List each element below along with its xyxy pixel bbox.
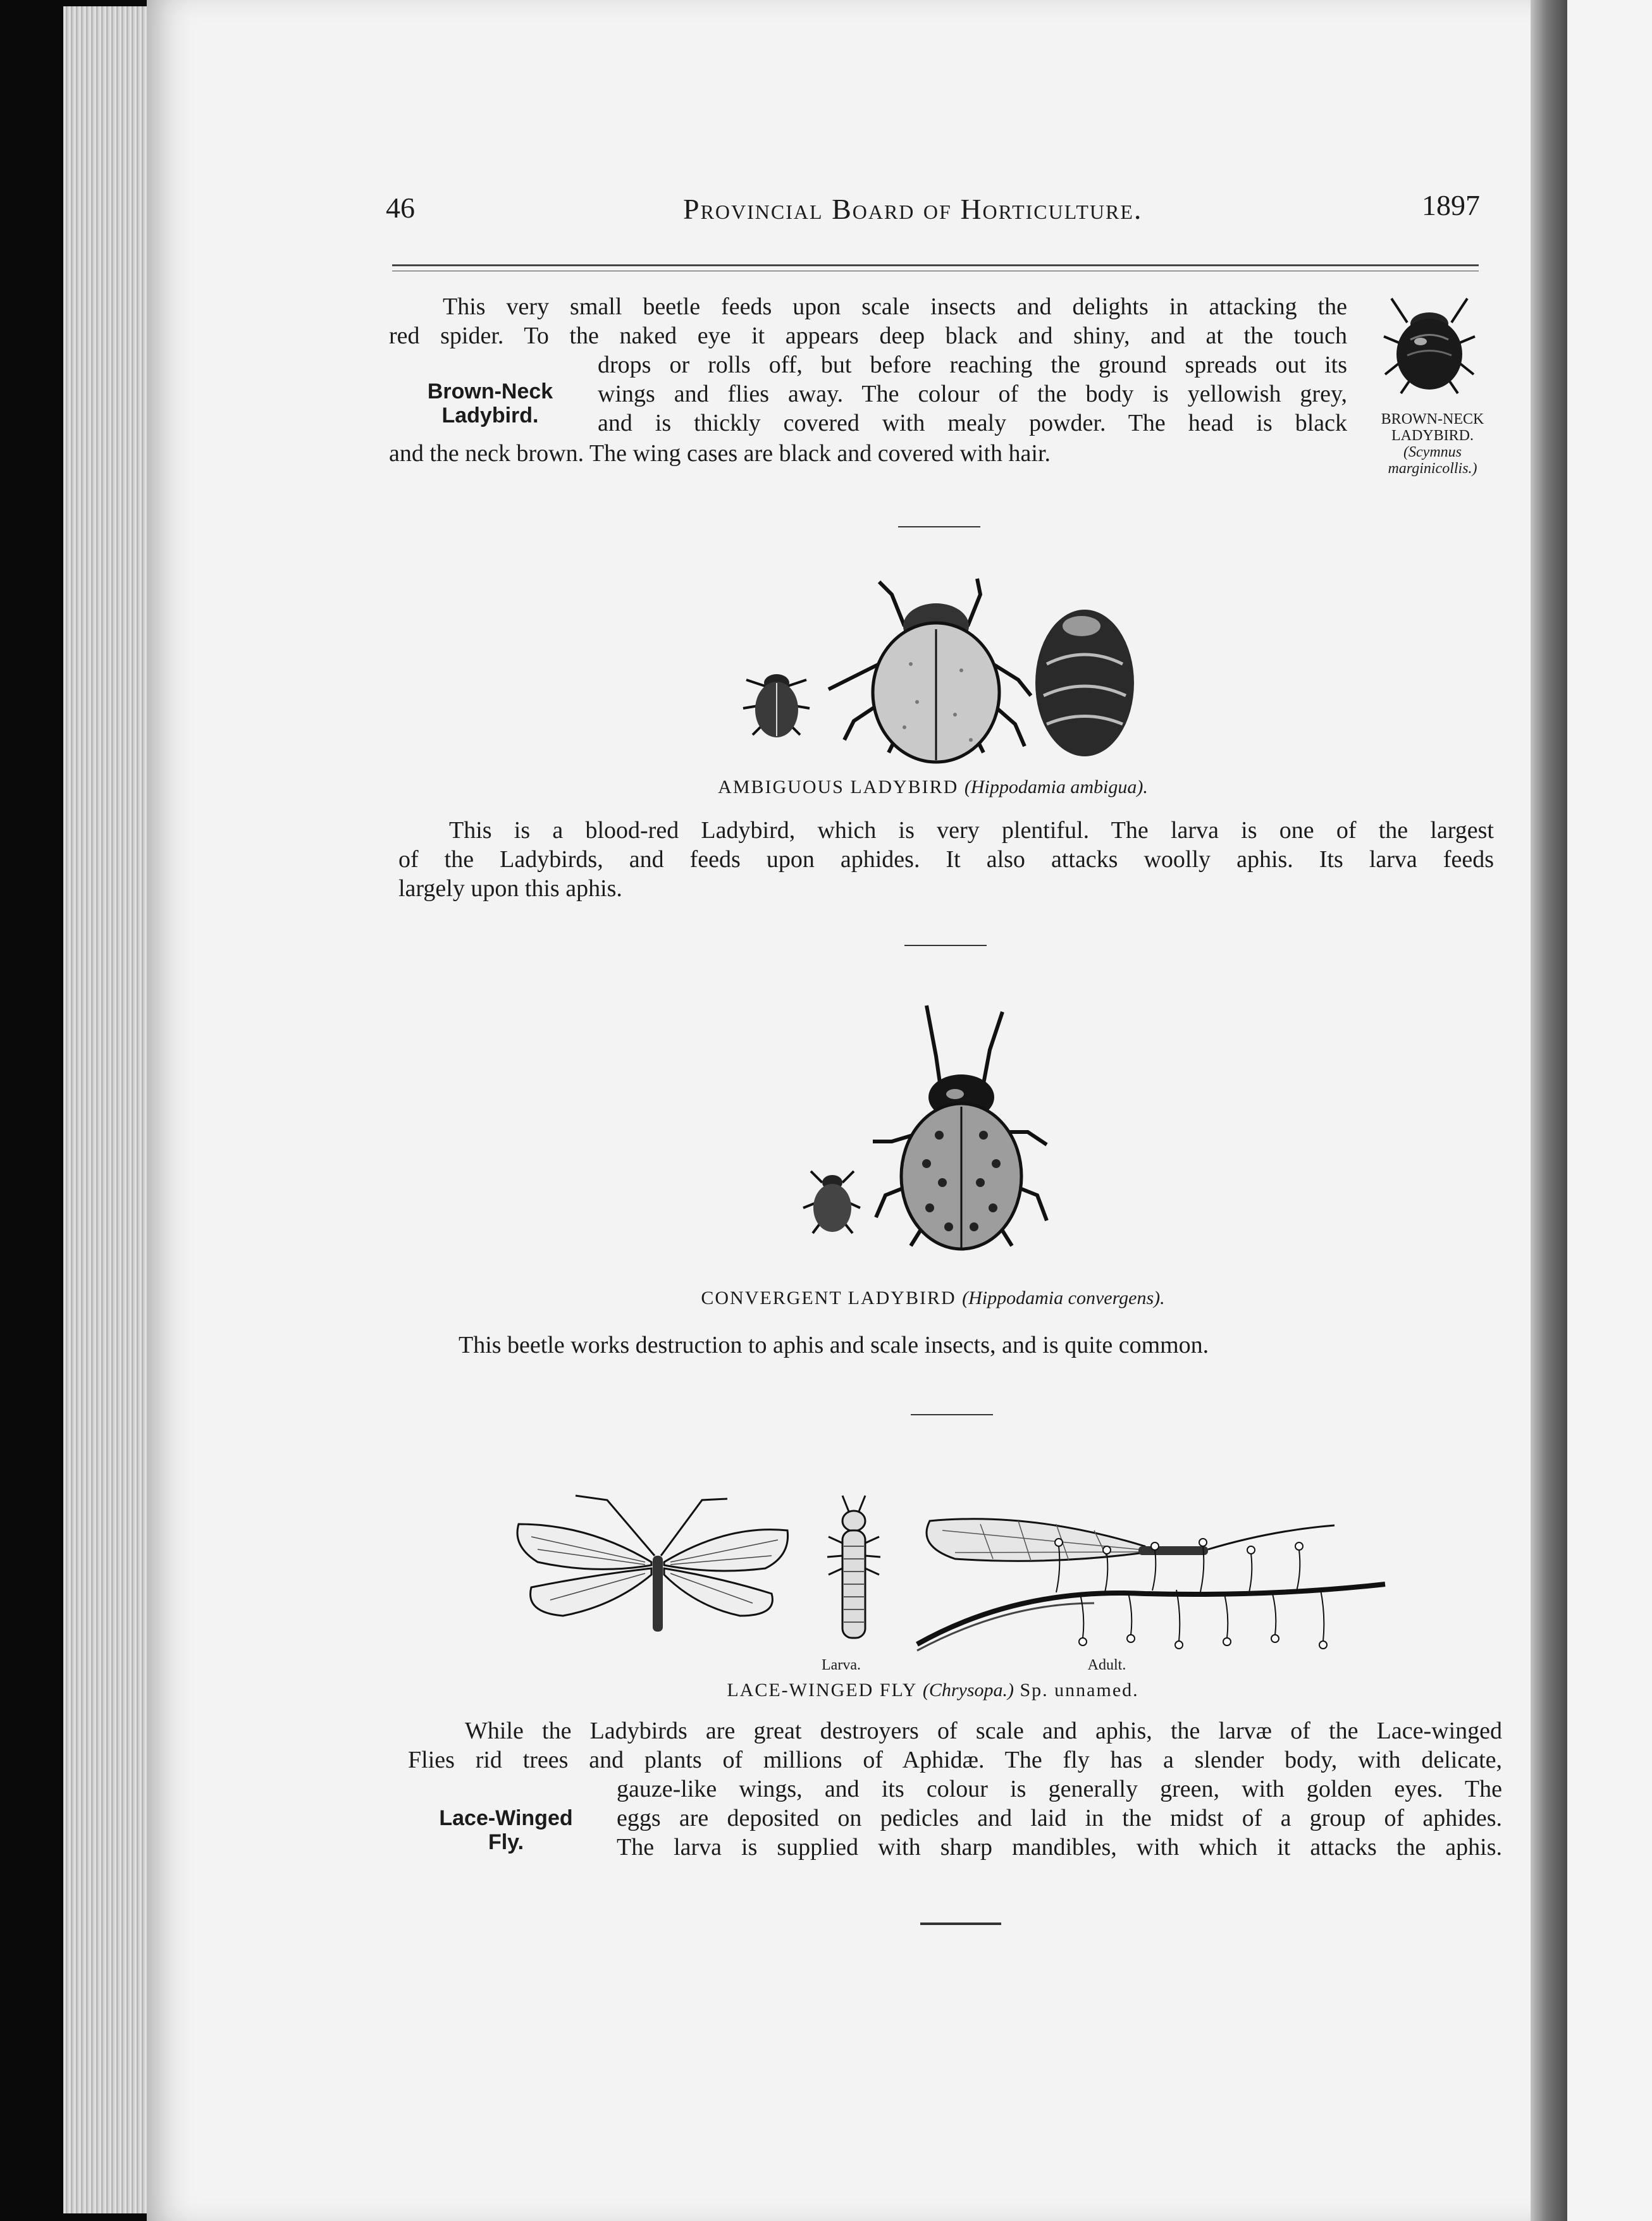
egg <box>1271 1635 1279 1642</box>
sidebar-label-line: Lace-Winged <box>439 1806 573 1830</box>
body-line: While the Ladybirds are great destroyers of scale and aphis, the larvæ of the Lace-winged <box>465 1718 1502 1744</box>
caption-name: CONVERGENT LADYBIRD <box>701 1288 956 1308</box>
sidebar-label-line: Fly. <box>488 1830 524 1854</box>
header-rule <box>392 264 1479 266</box>
egg-pedicel <box>1080 1594 1083 1638</box>
egg <box>1247 1546 1255 1554</box>
caption-note: Sp. unnamed. <box>1020 1680 1139 1701</box>
egg <box>1103 1546 1111 1554</box>
egg <box>1199 1539 1207 1546</box>
section-divider <box>911 1414 993 1415</box>
body-line: wings and flies away. The colour of the body is yellowish grey, <box>598 381 1347 407</box>
caption-name: AMBIGUOUS LADYBIRD <box>718 777 959 797</box>
ambiguous-ladybird-illustration <box>727 569 1145 759</box>
body-line: This is a blood-red Ladybird, which is very plentiful. The larva is one of the largest <box>449 817 1494 844</box>
body-line: and the neck brown. The wing cases are black and covered with hair. <box>389 440 1051 467</box>
egg <box>1127 1635 1135 1642</box>
caption-latin-name: (Hippodamia convergens). <box>962 1288 1165 1308</box>
egg <box>1175 1641 1183 1649</box>
body-line: Flies rid trees and plants of millions of Aphidæ. The fly has a slender body, with delicate, <box>408 1747 1502 1773</box>
section-divider <box>898 526 980 527</box>
egg-pedicel <box>1152 1550 1156 1590</box>
body-line: This beetle works destruction to aphis and scale insects, and is quite common. <box>459 1332 1209 1358</box>
sidebar-label-line: Brown-Neck <box>427 379 553 403</box>
egg <box>1223 1638 1231 1646</box>
sidebar-label-lace-winged <box>411 1806 601 1854</box>
ambiguous-ladybird-caption <box>569 777 1297 798</box>
egg-pedicel <box>1248 1554 1252 1595</box>
lace-winged-fly-caption <box>569 1680 1297 1701</box>
header-year: 1897 <box>1422 189 1480 221</box>
convergent-ladybird-illustration <box>797 999 1100 1265</box>
book-gutter-shadow <box>1529 0 1567 2221</box>
egg-pedicel <box>1104 1554 1107 1595</box>
figure-caption-line: (Scymnus <box>1403 444 1462 460</box>
facing-page-edge <box>1567 0 1652 2221</box>
egg <box>1079 1638 1087 1646</box>
egg-pedicel <box>1273 1594 1276 1635</box>
running-title: Provincial Board of Horticulture. <box>683 193 1143 225</box>
figure-caption-line: BROWN-NECK <box>1381 411 1484 428</box>
book-page-edges <box>63 6 152 2213</box>
egg <box>1151 1542 1159 1550</box>
body-line: This very small beetle feeds upon scale insects and delights in attacking the <box>443 293 1347 320</box>
figure-caption-line: marginicollis.) <box>1388 460 1477 477</box>
egg-pedicel <box>1224 1594 1228 1638</box>
end-rule <box>920 1923 1001 1925</box>
sidebar-label-line: Ladybird. <box>441 403 539 428</box>
body-line: gauze-like wings, and its colour is generally green, with golden eyes. The <box>617 1776 1502 1802</box>
section-divider <box>904 945 987 946</box>
body-line: drops or rolls off, but before reaching the ground spreads out its <box>598 352 1347 378</box>
caption-latin-name: (Chrysopa.) <box>922 1680 1014 1701</box>
egg-pedicel <box>1321 1590 1324 1641</box>
body-line: eggs are deposited on pedicles and laid in the midst of a group of aphides. <box>617 1805 1502 1831</box>
adult-label: Adult. <box>1087 1657 1126 1673</box>
brown-neck-ladybird-illustration <box>1379 292 1480 400</box>
brown-neck-figure-caption <box>1347 411 1518 477</box>
egg-pedicel <box>1128 1593 1131 1635</box>
larva-label: Larva. <box>822 1657 861 1673</box>
egg <box>1295 1542 1303 1550</box>
body-line: of the Ladybirds, and feeds upon aphides. It also attacks woolly aphis. Its larva feeds <box>398 846 1494 873</box>
figure-caption-line: LADYBIRD. <box>1391 428 1474 444</box>
egg-pedicel <box>1297 1550 1300 1591</box>
caption-latin-name: (Hippodamia ambigua). <box>964 777 1148 797</box>
sidebar-label-brown-neck <box>405 379 576 428</box>
lace-winged-fly-illustration <box>512 1486 1391 1657</box>
page-number: 46 <box>386 192 415 224</box>
egg-pedicel <box>1176 1590 1180 1641</box>
body-line: red spider. To the naked eye it appears deep black and shiny, and at the touch <box>389 323 1347 349</box>
egg <box>1319 1641 1327 1649</box>
convergent-ladybird-caption <box>569 1288 1297 1309</box>
egg <box>1055 1539 1063 1546</box>
body-line: largely upon this aphis. <box>398 875 622 902</box>
body-line: and is thickly covered with mealy powder. The head is black <box>598 410 1347 436</box>
body-line: The larva is supplied with sharp mandibles, with which it attacks the aphis. <box>617 1834 1502 1861</box>
caption-name: LACE-WINGED FLY <box>727 1680 917 1701</box>
